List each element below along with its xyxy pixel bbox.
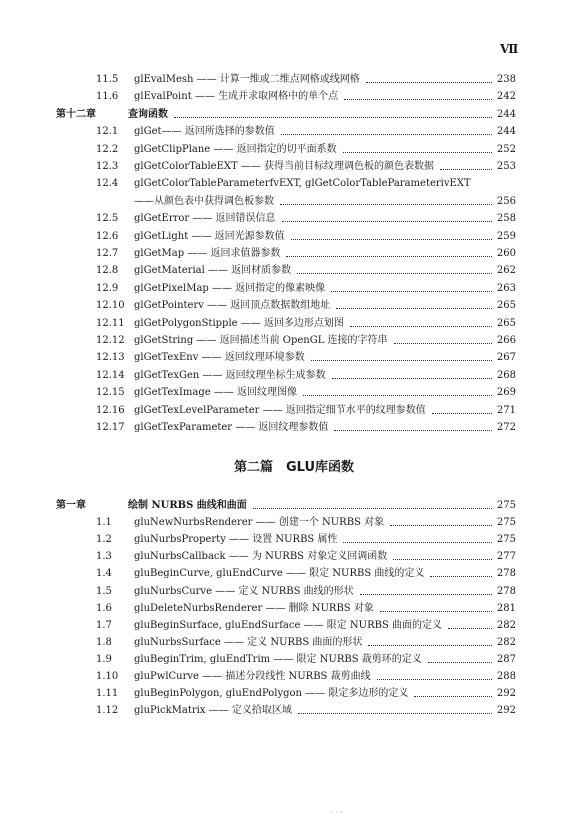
toc-row bbox=[0, 533, 588, 547]
toc-entry-number: 1.5 bbox=[96, 585, 112, 597]
toc-leader-dots bbox=[432, 413, 492, 414]
toc-entry-title: glGetTexImage —— 返回纹理图像 bbox=[134, 387, 298, 399]
toc-leader-dots bbox=[280, 204, 492, 205]
toc-leader-dots bbox=[336, 308, 492, 309]
toc-leader-dots bbox=[366, 82, 492, 83]
toc-entry-title: gluNurbsCurve —— 定义 NURBS 曲线的形状 bbox=[134, 585, 354, 597]
toc-entry-number: 1.6 bbox=[96, 602, 112, 614]
toc-entry-number: 11.6 bbox=[96, 91, 119, 103]
toc-entry-title: glGetTexGen —— 返回纹理坐标生成参数 bbox=[134, 369, 326, 381]
toc-leader-dots bbox=[174, 117, 492, 118]
toc-entry-title: glGetPointerv —— 返回顶点数据数组地址 bbox=[134, 300, 331, 312]
toc-row bbox=[0, 687, 588, 701]
toc-chapter-label: 第十二章 bbox=[56, 108, 96, 120]
toc-entry-number: 12.1 bbox=[96, 126, 119, 138]
toc-entry-number: 1.8 bbox=[96, 636, 112, 648]
toc-entry-number: 1.1 bbox=[96, 517, 112, 529]
toc-entry-number: 12.10 bbox=[96, 300, 125, 312]
toc-chapter-label: 第一章 bbox=[56, 500, 86, 511]
toc-page-number: 258 bbox=[496, 213, 516, 225]
toc-entry-title: gluDeleteNurbsRenderer —— 删除 NURBS 对象 bbox=[134, 602, 374, 614]
toc-entry-title: glGetMaterial —— 返回材质参数 bbox=[134, 265, 292, 277]
page-number: Ⅶ bbox=[500, 42, 519, 56]
toc-leader-dots bbox=[393, 559, 492, 560]
toc-leader-dots bbox=[343, 542, 491, 543]
toc-page-number: 238 bbox=[496, 74, 516, 85]
toc-leader-dots bbox=[368, 645, 491, 646]
toc-row bbox=[0, 619, 588, 633]
toc-row bbox=[0, 282, 588, 296]
toc-row bbox=[0, 386, 588, 400]
toc-page-number: 278 bbox=[496, 568, 516, 580]
toc-leader-dots bbox=[394, 343, 492, 344]
toc-entry-number: 1.2 bbox=[96, 534, 112, 546]
toc-entry-title: glGetTexParameter —— 返回纹理参数值 bbox=[134, 422, 329, 433]
toc-page-number: 259 bbox=[496, 230, 516, 242]
toc-leader-dots bbox=[414, 696, 492, 697]
toc-row bbox=[0, 247, 588, 261]
toc-row bbox=[0, 499, 588, 513]
toc-row bbox=[0, 160, 588, 174]
toc-leader-dots bbox=[297, 273, 492, 274]
toc-page-number: 244 bbox=[496, 108, 516, 120]
toc-leader-dots bbox=[360, 594, 492, 595]
toc-entry-number: 12.11 bbox=[96, 317, 125, 329]
toc-entry-number: 12.5 bbox=[96, 213, 119, 225]
toc-page-number: 260 bbox=[496, 248, 516, 259]
toc-entry-number: 1.11 bbox=[96, 688, 119, 700]
toc-entry-number: 12.12 bbox=[96, 335, 125, 346]
toc-entry-title: glGetTexLevelParameter —— 返回指定细节水平的纹理参数值 bbox=[134, 404, 426, 416]
toc-entry-number: 1.4 bbox=[96, 568, 112, 580]
toc-row bbox=[0, 567, 588, 581]
toc-entry-title: gluBeginTrim, gluEndTrim —— 限定 NURBS 裁剪环的定义 bbox=[134, 653, 422, 665]
toc-leader-dots bbox=[448, 628, 492, 629]
toc-leader-dots bbox=[291, 239, 492, 240]
toc-entry-title: gluNurbsSurface —— 定义 NURBS 曲面的形状 bbox=[134, 636, 363, 648]
toc-chapter-title: 绘制 NURBS 曲线和曲面 bbox=[128, 500, 247, 511]
toc-leader-dots bbox=[303, 395, 492, 396]
toc-page-number: 282 bbox=[496, 619, 516, 631]
toc-entry-title: glGetClipPlane —— 返回指定的切平面系数 bbox=[134, 143, 337, 155]
toc-row bbox=[0, 550, 588, 564]
toc-row bbox=[0, 351, 588, 365]
toc-entry-number: 12.13 bbox=[96, 352, 125, 364]
toc-row bbox=[0, 421, 588, 435]
toc-row bbox=[0, 602, 588, 616]
toc-entry-title: glEvalMesh —— 计算一维或二维点网格或线网格 bbox=[134, 74, 360, 85]
toc-page-number: 269 bbox=[496, 387, 516, 399]
toc-entry-title: gluNurbsProperty —— 设置 NURBS 属性 bbox=[134, 534, 338, 546]
toc-entry-title: gluBeginPolygon, gluEndPolygon —— 限定多边形的定义 bbox=[134, 688, 409, 700]
toc-entry-title: glGetLight —— 返回光源参数值 bbox=[134, 230, 285, 242]
toc-row bbox=[0, 90, 588, 104]
toc-entry-title: glGetMap —— 返回求值器参数 bbox=[134, 248, 281, 259]
toc-entry-title: glGetPixelMap —— 返回指定的像素映像 bbox=[134, 282, 326, 294]
toc-row bbox=[0, 195, 588, 209]
toc-page-number: 292 bbox=[496, 688, 516, 700]
toc-entry-number: 12.4 bbox=[96, 178, 119, 190]
toc-row bbox=[0, 585, 588, 599]
toc-leader-dots bbox=[286, 256, 491, 257]
toc-leader-dots bbox=[253, 508, 492, 509]
toc-row bbox=[0, 212, 588, 226]
toc-entry-title: ——从颜色表中获得调色板参数 bbox=[134, 195, 274, 207]
toc-row bbox=[0, 125, 588, 139]
toc-entry-number: 12.2 bbox=[96, 143, 119, 155]
toc-entry-number: 12.16 bbox=[96, 404, 125, 416]
toc-page-number: 282 bbox=[496, 636, 516, 648]
toc-entry-number: 12.9 bbox=[96, 282, 119, 294]
toc-leader-dots bbox=[428, 662, 492, 663]
toc-page-number: 287 bbox=[496, 653, 516, 665]
toc-row bbox=[0, 670, 588, 684]
toc-chapter-title: 查询函数 bbox=[128, 108, 168, 120]
toc-entry-number: 1.12 bbox=[96, 705, 119, 717]
toc-entry-title: glGetError —— 返回错误信息 bbox=[134, 213, 276, 225]
toc-page-number: 277 bbox=[496, 551, 516, 563]
toc-entry-title: gluNurbsCallback —— 为 NURBS 对象定义回调函数 bbox=[134, 551, 388, 563]
toc-entry-number: 12.8 bbox=[96, 265, 119, 277]
toc-row bbox=[0, 334, 588, 348]
toc-leader-dots bbox=[331, 291, 492, 292]
toc-row bbox=[0, 317, 588, 331]
toc-leader-dots bbox=[377, 679, 492, 680]
toc-entry-number: 12.3 bbox=[96, 161, 119, 172]
toc-leader-dots bbox=[430, 576, 492, 577]
toc-entry-title: glGetPolygonStipple —— 返回多边形点划图 bbox=[134, 317, 344, 329]
toc-row bbox=[0, 636, 588, 650]
toc-entry-title: glGetColorTableParameterfvEXT, glGetColorTableParameterivEXT bbox=[134, 178, 471, 190]
toc-entry-title: gluPwlCurve —— 描述分段线性 NURBS 裁剪曲线 bbox=[134, 671, 371, 682]
toc-entry-number: 1.9 bbox=[96, 653, 112, 665]
toc-entry-number: 11.5 bbox=[96, 74, 119, 85]
toc-page-number: 278 bbox=[496, 585, 516, 597]
toc-leader-dots bbox=[311, 360, 492, 361]
toc-page-number: 253 bbox=[496, 161, 516, 172]
toc-entry-number: 12.17 bbox=[96, 422, 125, 433]
toc-entry-title: gluBeginCurve, gluEndCurve —— 限定 NURBS 曲线的定义 bbox=[134, 568, 425, 580]
toc-leader-dots bbox=[380, 611, 492, 612]
toc-entry-title: gluBeginSurface, gluEndSurface —— 限定 NURBS 曲面的定义 bbox=[134, 619, 443, 631]
toc-entry-title: glGetString —— 返回描述当前 OpenGL 连接的字符串 bbox=[134, 335, 388, 346]
toc-leader-dots bbox=[334, 430, 491, 431]
toc-page-number: 265 bbox=[496, 317, 516, 329]
toc-page-number: 268 bbox=[496, 369, 516, 381]
toc-leader-dots bbox=[332, 378, 492, 379]
toc-entry-title: glGetTexEnv —— 返回纹理环境参数 bbox=[134, 352, 305, 364]
toc-page-number: 275 bbox=[496, 500, 516, 511]
toc-leader-dots bbox=[440, 169, 492, 170]
toc-row bbox=[0, 177, 588, 191]
toc-leader-dots bbox=[281, 134, 492, 135]
toc-page-number: 272 bbox=[496, 422, 516, 433]
toc-entry-title: glEvalPoint —— 生成并求取网格中的单个点 bbox=[134, 91, 339, 103]
toc-row bbox=[0, 404, 588, 418]
toc-page-number: 242 bbox=[496, 91, 516, 103]
toc-entry-number: 1.7 bbox=[96, 619, 112, 631]
footer-mark: · · · bbox=[330, 808, 343, 817]
toc-page-number: 252 bbox=[496, 143, 516, 155]
toc-page-number: 267 bbox=[496, 352, 516, 364]
toc-row bbox=[0, 143, 588, 157]
toc-page-number: 288 bbox=[496, 671, 516, 682]
toc-row bbox=[0, 230, 588, 244]
section-title: 第二篇 GLU库函数 bbox=[233, 460, 355, 475]
toc-leader-dots bbox=[282, 221, 492, 222]
toc-page-number: 265 bbox=[496, 300, 516, 312]
toc-row bbox=[0, 264, 588, 278]
toc-entry-title: glGetColorTableEXT —— 获得当前目标纹理调色板的颜色表数据 bbox=[134, 161, 435, 172]
toc-row bbox=[0, 73, 588, 87]
toc-entry-number: 12.14 bbox=[96, 369, 125, 381]
toc-page-number: 262 bbox=[496, 265, 516, 277]
toc-leader-dots bbox=[298, 713, 492, 714]
toc-page-number: 275 bbox=[496, 534, 516, 546]
toc-page-number: 244 bbox=[496, 126, 516, 138]
toc-row bbox=[0, 108, 588, 122]
toc-page-number: 266 bbox=[496, 335, 516, 346]
toc-entry-number: 12.6 bbox=[96, 230, 119, 242]
toc-entry-number: 12.7 bbox=[96, 248, 119, 259]
toc-leader-dots bbox=[350, 326, 492, 327]
toc-page-number: 263 bbox=[496, 282, 516, 294]
toc-page-number: 275 bbox=[496, 517, 516, 529]
toc-entry-number: 1.3 bbox=[96, 551, 112, 563]
toc-row bbox=[0, 516, 588, 530]
toc-page-number: 281 bbox=[496, 602, 516, 614]
toc-entry-title: gluNewNurbsRenderer —— 创建一个 NURBS 对象 bbox=[134, 517, 385, 529]
toc-page-number: 256 bbox=[496, 195, 516, 207]
toc-row bbox=[0, 369, 588, 383]
toc-entry-number: 1.10 bbox=[96, 671, 119, 682]
toc-row bbox=[0, 653, 588, 667]
toc-row bbox=[0, 299, 588, 313]
toc-entry-title: gluPickMatrix —— 定义拾取区域 bbox=[134, 705, 292, 717]
toc-page-number: 271 bbox=[496, 404, 516, 416]
toc-page-number: 292 bbox=[496, 705, 516, 717]
toc-entry-number: 12.15 bbox=[96, 387, 125, 399]
toc-leader-dots bbox=[343, 152, 492, 153]
toc-leader-dots bbox=[344, 99, 492, 100]
toc-entry-title: glGet—— 返回所选择的参数值 bbox=[134, 126, 275, 138]
toc-row bbox=[0, 704, 588, 718]
toc-leader-dots bbox=[390, 525, 492, 526]
